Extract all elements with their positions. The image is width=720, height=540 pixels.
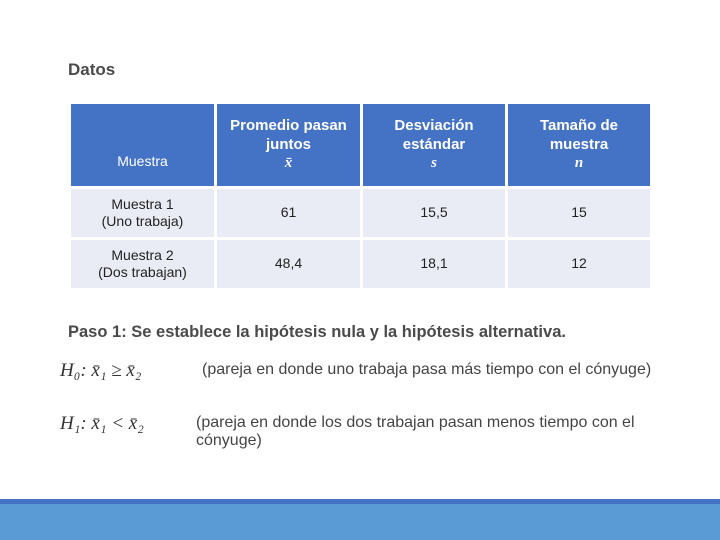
row-name: Muestra 2 (111, 246, 174, 263)
table-row (70, 188, 652, 239)
footer-bar (0, 504, 720, 540)
row-label (70, 239, 216, 290)
data-table (68, 101, 653, 291)
cell-mean: 48,4 (216, 239, 362, 290)
row-name: Muestra 1 (111, 195, 174, 212)
header-desviacion-label: Desviación estándar (394, 116, 474, 153)
h0-description: (pareja en donde uno trabaja pasa más tiempo con el cónyuge) (202, 361, 652, 378)
row-sub: (Uno trabaja) (101, 213, 184, 229)
header-tamano-label: Tamaño de muestra (539, 116, 619, 153)
row-label (70, 188, 216, 239)
header-desviacion-symbol: s (431, 155, 437, 172)
header-tamano-symbol: n (574, 155, 584, 172)
header-muestra: Muestra (70, 103, 216, 188)
table-header-row (70, 103, 652, 188)
section-title: Datos (68, 60, 116, 79)
header-promedio-label: Promedio pasan juntos (230, 116, 347, 153)
cell-n: 12 (507, 239, 652, 290)
h1-description: (pareja en donde los dos trabajan pasan menos tiempo con el cónyuge) (196, 414, 635, 450)
cell-mean: 61 (216, 188, 362, 239)
header-promedio-symbol: x̄ (284, 155, 293, 172)
header-tamano (507, 103, 652, 188)
step-1-heading: Paso 1: Se establece la hipótesis nula y la hipótesis alternativa. (68, 323, 566, 341)
cell-n: 15 (507, 188, 652, 239)
row-sub: (Dos trabajan) (98, 264, 187, 280)
header-desviacion (362, 103, 507, 188)
cell-sd: 18,1 (362, 239, 507, 290)
cell-sd: 15,5 (362, 188, 507, 239)
table-row (70, 239, 652, 290)
header-promedio (216, 103, 362, 188)
h0-expression: H₀: x̄₁ ≥ x̄₂ (60, 360, 142, 381)
h1-expression: H₁: x̄₁ < x̄₂ (60, 413, 144, 434)
